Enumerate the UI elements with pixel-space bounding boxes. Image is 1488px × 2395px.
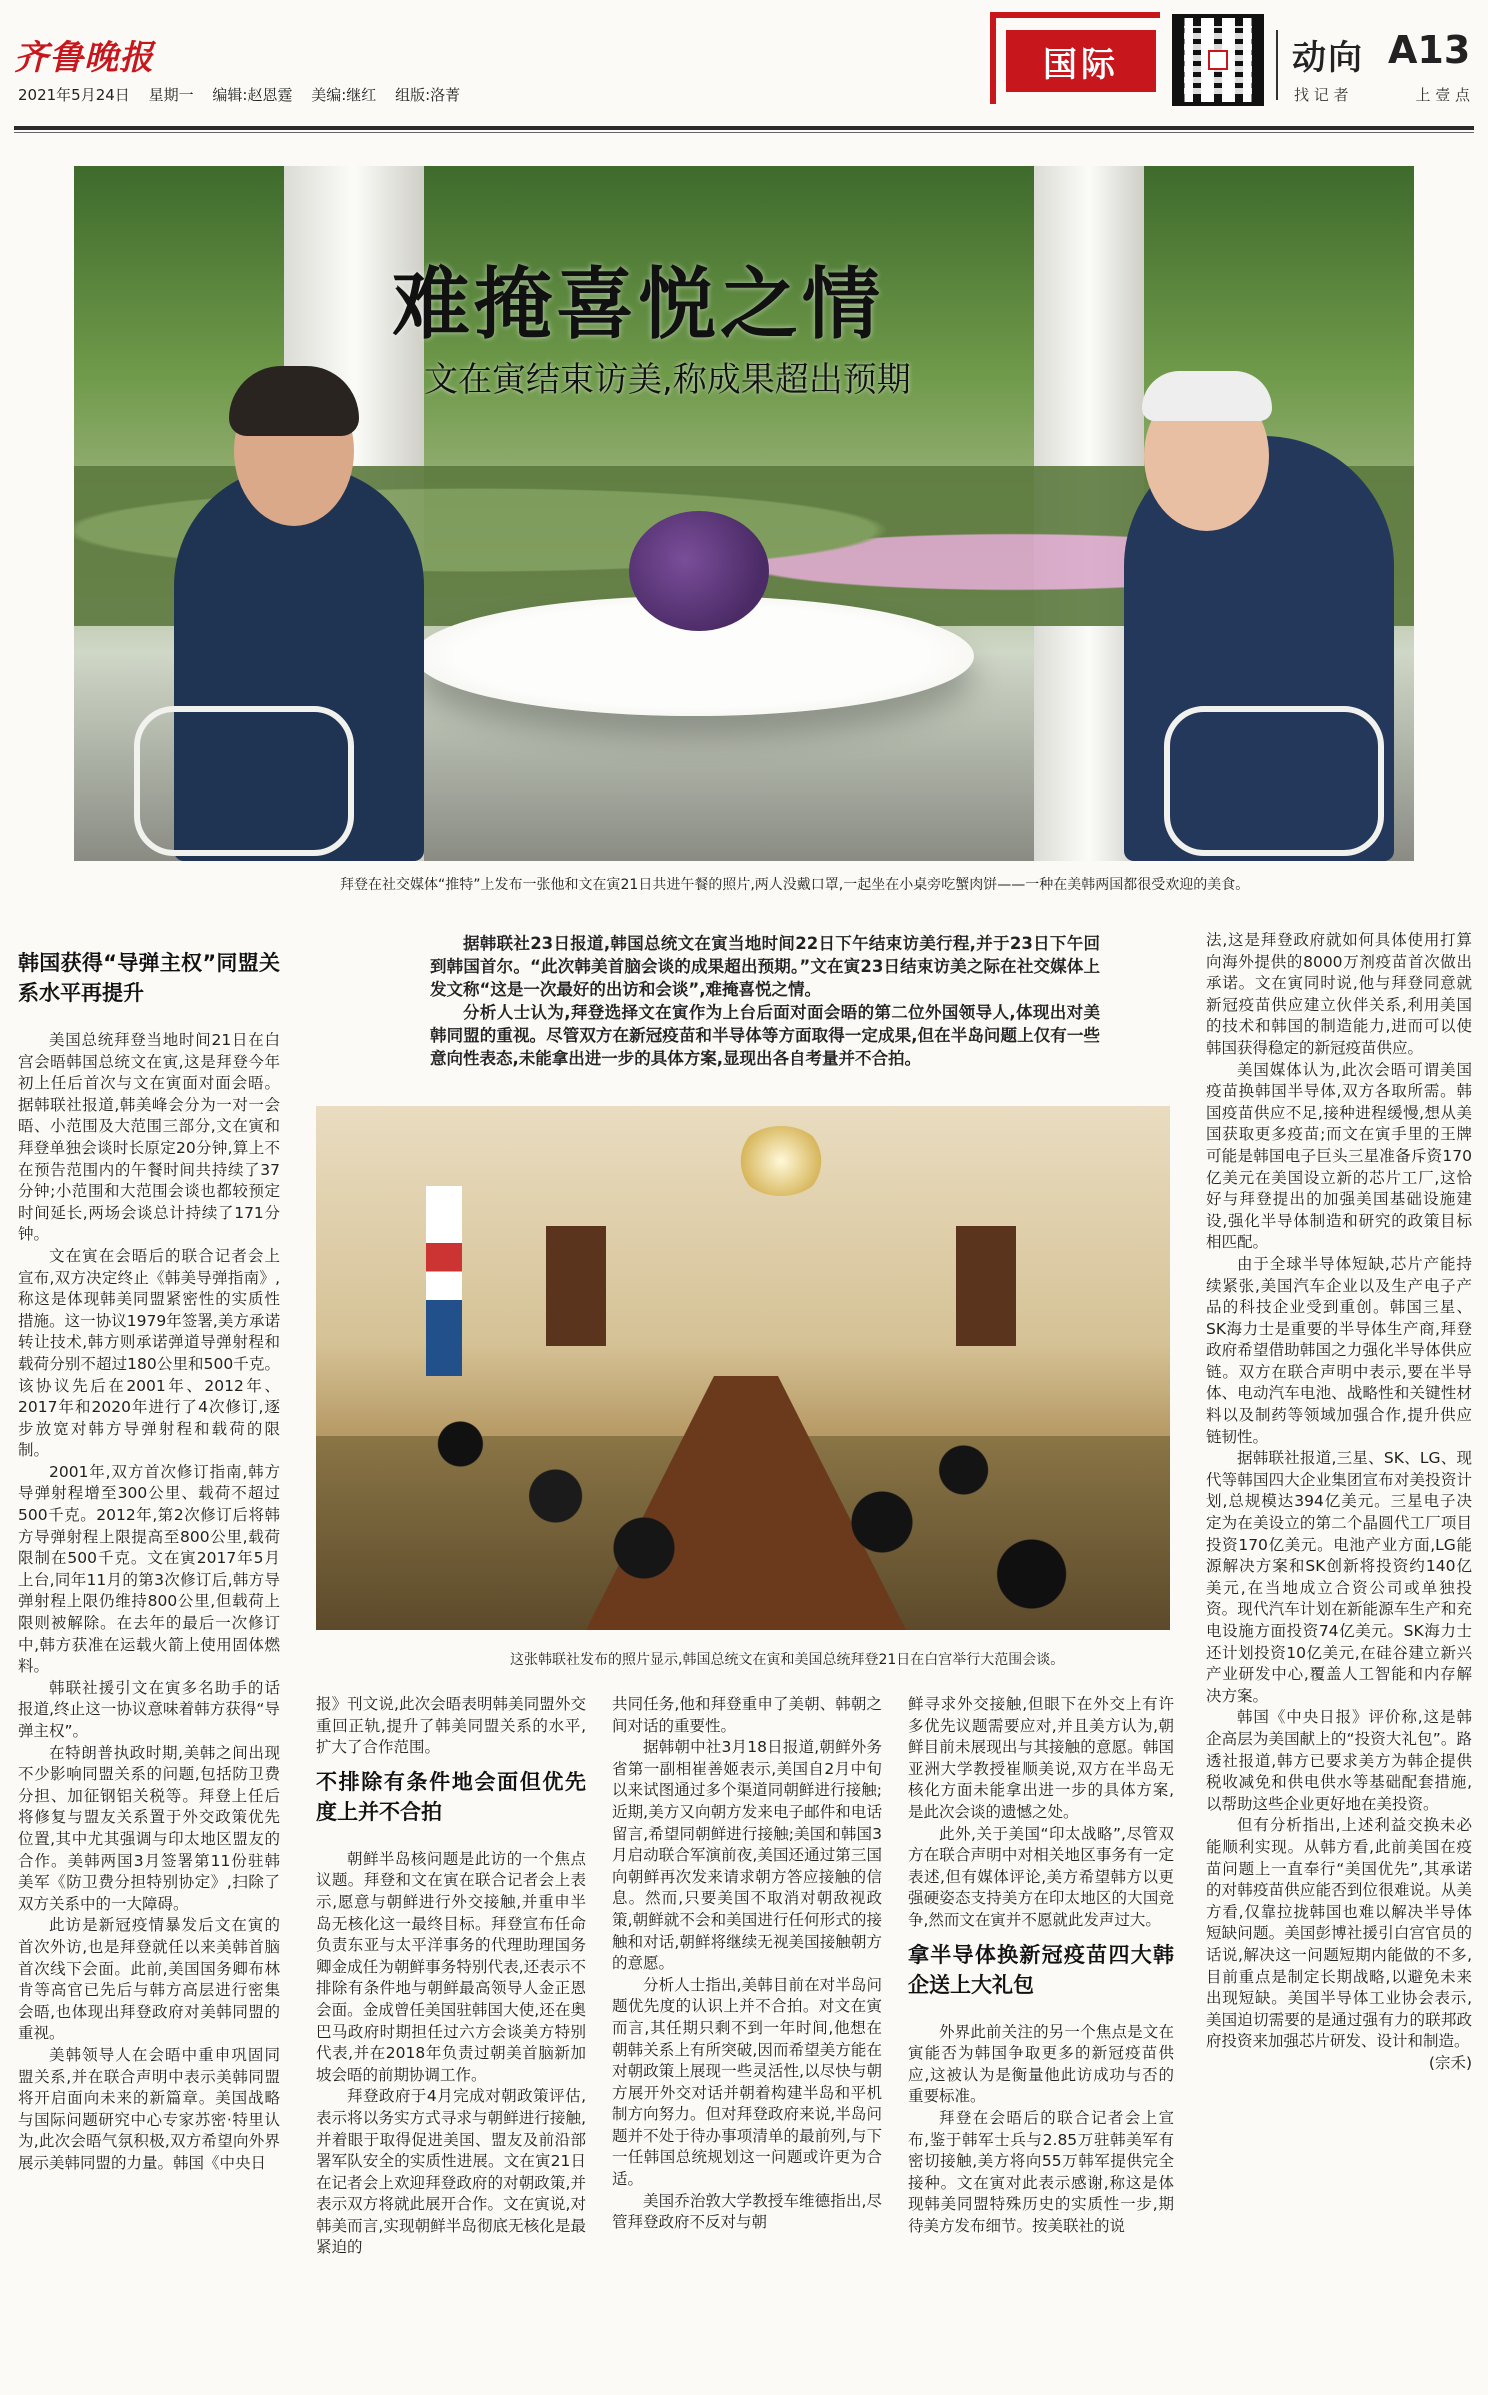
- delegations: [406, 1366, 1086, 1626]
- paragraph: 此外,关于美国“印太战略”,尽管双方在联合声明中对相关地区事务有一定表述,但有媒体评论,美方希望韩方以更强硬姿态支持美方在印太地区的大国竞争,然而文在寅并不愿就此发声过大。: [908, 1824, 1174, 1929]
- issue-weekday: 星期一: [148, 86, 194, 104]
- paragraph: 美国乔治敦大学教授车维德指出,尽管拜登政府不反对与朝: [612, 2191, 882, 2232]
- subhead-semiconductor: 拿半导体换新冠疫苗四大韩企送上大礼包: [908, 1942, 1174, 1997]
- byline: (宗禾): [1428, 2053, 1472, 2072]
- header-divider: [1276, 30, 1278, 100]
- header-rule-thin: [14, 132, 1474, 133]
- reporter-line: [1294, 84, 1470, 105]
- paragraph: 拜登政府于4月完成对朝政策评估,表示将以务实方式寻求与朝鲜进行接触,并着眼于取得促进美国、盟友及前沿部署军队安全的实质性进展。文在寅21日在记者会上欢迎拜登政府的对朝政策,并表示双方将就此展开合作。文在寅说,对韩美而言,实现朝鲜半岛彻底无核化是最紧迫的: [316, 2087, 586, 2257]
- header-rule: [14, 126, 1474, 130]
- paragraph: 美国总统拜登当地时间21日在白宫会晤韩国总统文在寅,这是拜登今年初上任后首次与文在寅面对面会晤。据韩联社报道,韩美峰会分为一对一会晤、小范围及大范围三部分,文在寅和拜登单独会谈时长原定20分钟,算上不在预告范围内的午餐时间共持续了37分钟;小范围和大范围会谈也都较预定时间延长,两场会谈总计持续了171分钟。: [18, 1031, 280, 1244]
- paragraph: 美韩领导人在会晤中重申巩固同盟关系,并在联合声明中表示美韩同盟将开启面向未来的新篇章。美国战略与国际问题研究中心专家苏密·特里认为,此次会晤气氛积极,双方希望向外界展示美韩同盟的力量。韩国《中央日: [18, 2045, 280, 2172]
- paragraph: 此访是新冠疫情暴发后文在寅的首次外访,也是拜登就任以来美韩首脑首次线下会面。此前,美国国务卿布林肯等高官已先后与韩方高层进行密集会晤,也体现出拜登政府对美韩同盟的重视。: [18, 1916, 280, 2043]
- paragraph: 文在寅在会晤后的联合记者会上宣布,双方决定终止《韩美导弹指南》,称这是体现韩美同盟紧密性的实质性措施。这一协议1979年签署,美方承诺转让技术,韩方则承诺弹道导弹射程和载荷分别不超过180公里和500千克。该协议先后在2001年、2012年、2017年和2020年进行了4次修订,逐步放宽对韩方导弹射程和载荷的限制。: [18, 1246, 280, 1460]
- lead-paragraph: 分析人士认为,拜登选择文在寅作为上台后面对面会晤的第二位外国领导人,体现出对美韩同盟的重视。尽管双方在新冠疫苗和半导体等方面取得一定成果,但在半岛问题上仅有一些意向性表态,未能拿出进一步的具体方案,显现出各自考量并不合拍。: [430, 1003, 1100, 1068]
- masthead-logo: 齐鲁晚报: [14, 38, 154, 78]
- article-column-5: [1206, 930, 1472, 2380]
- subhead-missile: 韩国获得“导弹主权”同盟关系水平再提升: [18, 951, 280, 1005]
- subhead-peninsula: 不排除有条件地会面但优先度上并不合拍: [316, 1769, 586, 1824]
- page-number: A13: [1388, 28, 1471, 72]
- editor-credit: 编辑:赵恩霆: [212, 86, 293, 104]
- date-line: [18, 84, 474, 105]
- lead-paragraph: 据韩联社23日报道,韩国总统文在寅当地时间22日下午结束访美行程,并于23日下午回到韩国首尔。“此次韩美首脑会谈的成果超出预期。”文在寅23日结束访美之际在社交媒体上发文称“这是一次最好的出访和会谈”,难掩喜悦之情。: [430, 934, 1100, 999]
- section-tag: 国际: [1006, 30, 1156, 92]
- paragraph: 韩国《中央日报》评价称,这是韩企高层为美国献上的“投资大礼包”。路透社报道,韩方已要求美方为韩企提供税收减免和供电供水等基础配套措施,以帮助这些企业更好地在美投资。: [1206, 1708, 1472, 1813]
- paragraph-continued: 法,这是拜登政府就如何具体使用打算向海外提供的8000万剂疫苗首次做出承诺。文在寅同时说,他与拜登同意就新冠疫苗供应建立伙伴关系,利用美国的技术和韩国的制造能力,进而可以使韩国获得稳定的新冠疫苗供应。: [1206, 931, 1472, 1057]
- article-lead: [430, 932, 1100, 1070]
- paragraph: 拜登在会晤后的联合记者会上宣布,鉴于韩军士兵与2.85万驻韩美军有密切接触,美方将向55万韩军提供完全接种。文在寅对此表示感谢,称这是体现韩美同盟特殊历史的实质性一步,期待美方发布细节。按美联社的说: [908, 2108, 1174, 2235]
- paragraph: 外界此前关注的另一个焦点是文在寅能否为韩国争取更多的新冠疫苗供应,这被认为是衡量他此访成功与否的重要标准。: [908, 2022, 1174, 2106]
- paragraph: 据韩朝中社3月18日报道,朝鲜外务省第一副相崔善姬表示,美国自2月中旬以来试图通过多个渠道同朝鲜进行接触;近期,美方又向朝方发来电子邮件和电话留言,希望同朝鲜进行接触;美国和韩国3月启动联合军演前夜,美国还通过第三国向朝鲜再次发来请求朝方答应接触的信息。然而,只要美国不取消对朝敌视政策,朝鲜就不会和美国进行任何形式的接触和对话,朝鲜将继续无视美国接触朝方的意愿。: [612, 1738, 882, 1973]
- paragraph: 在特朗普执政时期,美韩之间出现不少影响同盟关系的问题,包括防卫费分担、加征钢铝关税等。拜登上任后将修复与盟友关系置于外交政策优先位置,其中尤其强调与印太地区盟友的合作。美韩两国3月签署第11份驻韩美军《防卫费分担特别协定》,扫除了双方关系中的一大障碍。: [18, 1743, 280, 1913]
- paragraph: 分析人士指出,美韩目前在对半岛问题优先度的认识上并不合拍。对文在寅而言,其任期只剩不到一年时间,他想在朝韩关系上有所突破,因而希望美方能在对朝政策上展现一些灵活性,以尽快与朝方展开外交对话并朝着构建半岛和平机制方向努力。但对拜登政府来说,半岛问题并不处于待办事项清单的最前列,与下一任韩国总统规划这一问题或许更为合适。: [612, 1975, 882, 2189]
- paragraph: 韩联社援引文在寅多名助手的话报道,终止这一协议意味着韩方获得“导弹主权”。: [18, 1678, 280, 1740]
- layout-editor-credit: 组版:洛菁: [395, 86, 461, 104]
- reporter-action: 上 壹 点: [1415, 86, 1470, 104]
- main-headline: 难掩喜悦之情: [392, 260, 885, 350]
- art-editor-credit: 美编:继红: [311, 86, 377, 104]
- flag: [426, 1186, 462, 1376]
- paragraph: 但有分析指出,上述利益交换未必能顺利实现。从韩方看,此前美国在疫苗问题上一直奉行“美国优先”,其承诺的对韩疫苗供应能否到位很难说。从美方看,仅靠拉拢韩国也难以解决半导体短缺问题。美国彭博社援引白宫官员的话说,解决这一问题短期内能做的不多,目前重点是制定长期战略,以避免未来出现短缺。美国半导体工业协会表示,美国迫切需要的是通过强有力的联邦政府投资来加强芯片研发、设计和制造。: [1206, 1816, 1472, 2051]
- issue-date: 2021年5月24日: [18, 86, 130, 104]
- top-photo-caption: 拜登在社交媒体“推特”上发布一张他和文在寅21日共进午餐的照片,两人没戴口罩,一起坐在小桌旁吃蟹肉饼——一种在美韩两国都很受欢迎的美食。: [340, 877, 1250, 893]
- meeting-photo-caption: 这张韩联社发布的照片显示,韩国总统文在寅和美国总统拜登21日在白宫举行大范围会谈。: [510, 1652, 1065, 1668]
- meeting-photo: [316, 1106, 1170, 1630]
- reporter-label: 找 记 者: [1294, 86, 1349, 104]
- flower-centerpiece: [629, 511, 769, 631]
- article-column-1: [18, 940, 280, 2380]
- article-column-2: [316, 1694, 586, 2380]
- paragraph-continued: 鲜寻求外交接触,但眼下在外交上有许多优先议题需要应对,并且美方认为,朝鲜目前未展现出与其接触的意愿。韩国亚洲大学教授崔顺美说,双方在半岛无核化方面未能拿出进一步的具体方案,是此次会谈的遗憾之处。: [908, 1695, 1174, 1821]
- paragraph: 朝鲜半岛核问题是此访的一个焦点议题。拜登和文在寅在联合记者会上表示,愿意与朝鲜进行外交接触,并重申半岛无核化这一最终目标。拜登宣布任命负责东亚与太平洋事务的代理助理国务卿金成任为朝鲜事务特别代表,还表示不排除有条件地与朝鲜最高领导人金正恩会面。金成曾任美国驻韩国大使,还在奥巴马政府时期担任过六方会谈美方特别代表,并在2018年负责过朝美首脑新加坡会晤的前期协调工作。: [316, 1849, 586, 2084]
- paragraph: 由于全球半导体短缺,芯片产能持续紧张,美国汽车企业以及生产电子产品的科技企业受到重创。韩国三星、SK海力士是重要的半导体生产商,拜登政府希望借助韩国之力强化半导体供应链。双方在联合声明中表示,要在半导体、电动汽车电池、战略性和关键性材料以及制药等领域加强合作,提升供应链韧性。: [1206, 1254, 1472, 1446]
- paragraph-continued: 共同任务,他和拜登重申了美朝、韩朝之间对话的重要性。: [612, 1695, 882, 1735]
- qr-code-icon[interactable]: [1172, 14, 1264, 106]
- main-subheadline: 文在寅结束访美,称成果超出预期: [424, 360, 911, 400]
- lunch-photo: [74, 166, 1414, 861]
- article-column-4: [908, 1694, 1174, 2380]
- chandelier: [736, 1126, 826, 1196]
- paragraph: 2001年,双方首次修订指南,韩方导弹射程增至300公里、载荷不超过500千克。2012年,第2次修订后将韩方导弹射程上限提高至800公里,载荷限制在500千克。文在寅2017年5月上台,同年11月的第3次修订后,韩方导弹射程上限仍维持800公里,但载荷上限则被解除。在去年的最后一次修订中,韩方获准在运载火箭上使用固体燃料。: [18, 1462, 280, 1676]
- paragraph-continued: 报》刊文说,此次会晤表明韩美同盟外交重回正轨,提升了韩美同盟关系的水平,扩大了合作范围。: [316, 1695, 586, 1757]
- page-section-title: 动向: [1292, 38, 1364, 78]
- paragraph: 美国媒体认为,此次会晤可谓美国疫苗换韩国半导体,双方各取所需。韩国疫苗供应不足,接种进程缓慢,想从美国获取更多疫苗;而文在寅手里的王牌可能是韩国电子巨头三星准备斥资170亿美元在美国设立新的芯片工厂,这恰好与拜登提出的加强美国基础设施建设,强化半导体制造和研究的政策目标相匹配。: [1206, 1060, 1472, 1252]
- paragraph: 据韩联社报道,三星、SK、LG、现代等韩国四大企业集团宣布对美投资计划,总规模达394亿美元。三星电子决定为在美设立的第二个晶圆代工厂项目投资170亿美元。电池产业方面,LG能源解决方案和SK创新将投资约140亿美元,在当地成立合资公司或单独投资。现代汽车计划在新能源车生产和充电设施方面投资74亿美元。SK海力士还计划投资10亿美元,在硅谷建立新兴产业研发中心,覆盖人工智能和内存解决方案。: [1206, 1449, 1472, 1705]
- article-column-3: [612, 1694, 882, 2380]
